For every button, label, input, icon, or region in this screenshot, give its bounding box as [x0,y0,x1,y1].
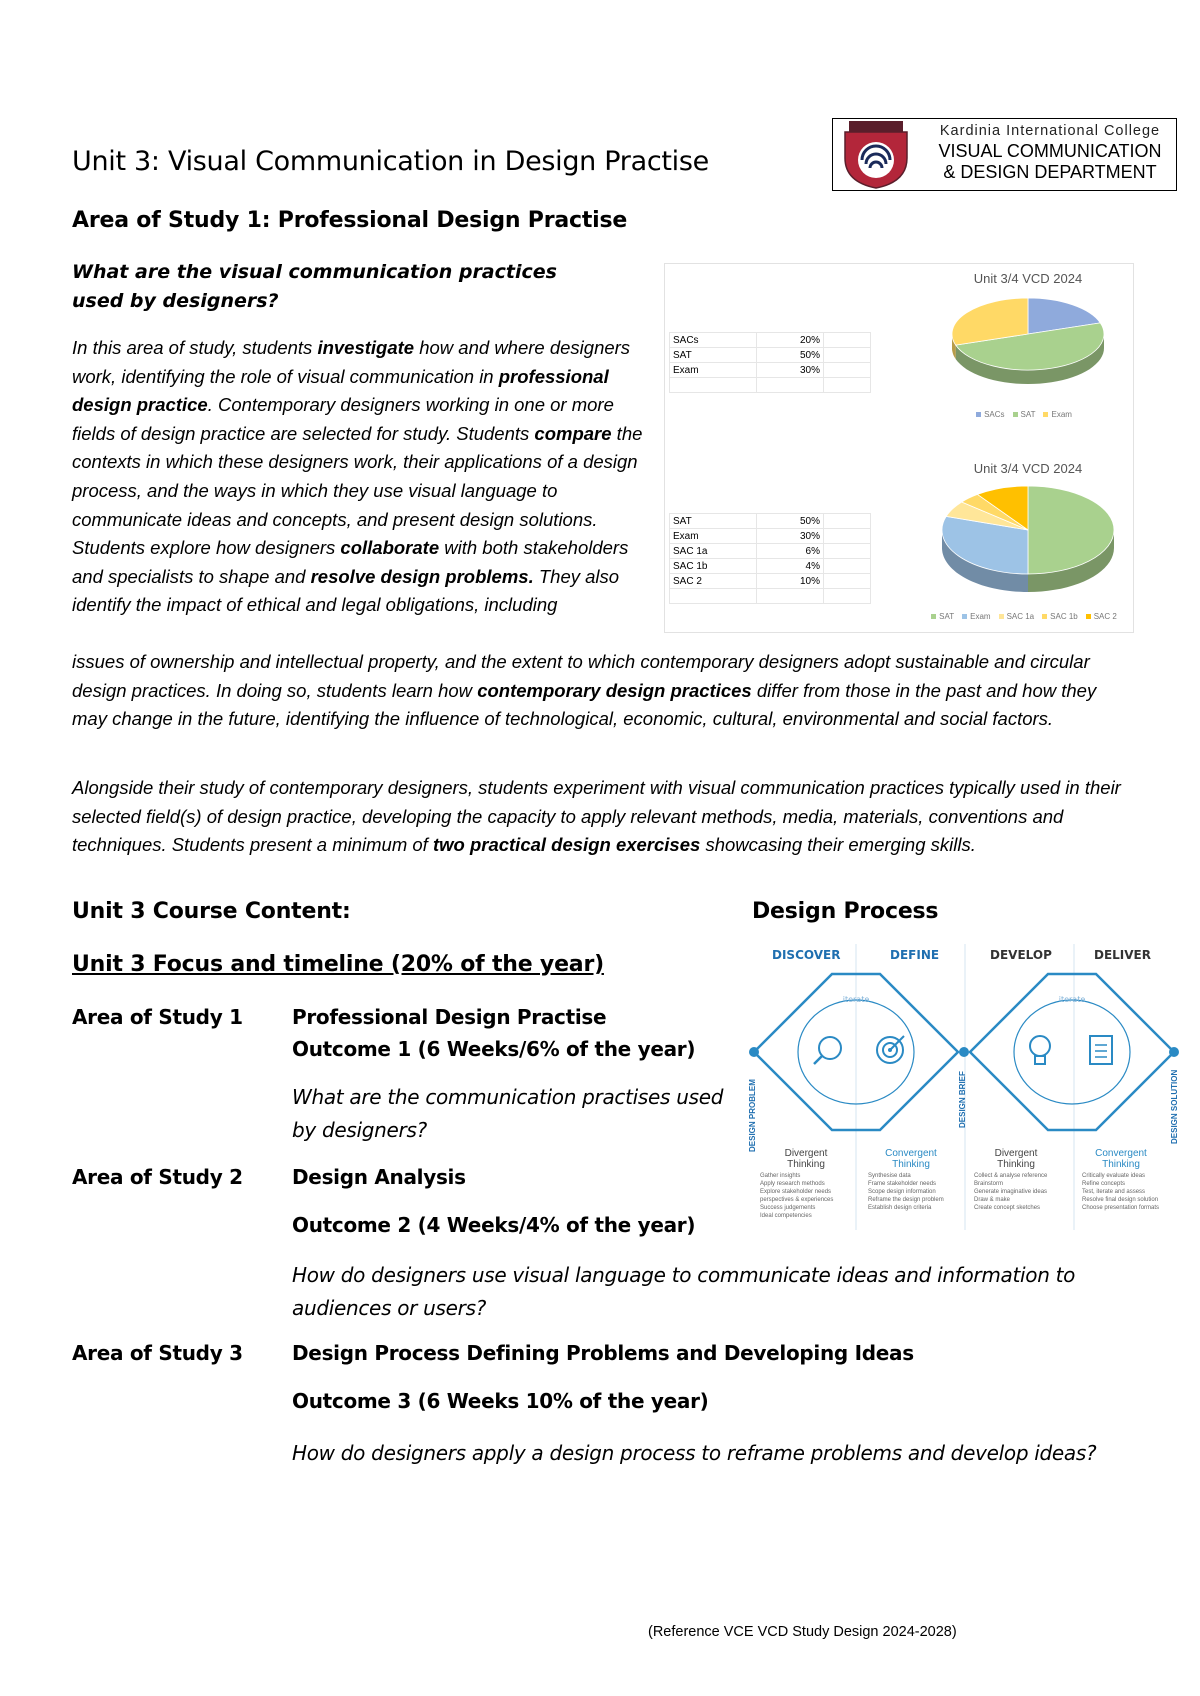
activity-item: Ideal competencies [760,1213,812,1219]
activity-item: Generate imaginative ideas [974,1189,1048,1195]
chart-1 [925,264,1131,424]
emphasis: professional design practice [72,365,609,416]
table-row [670,544,871,559]
weights-table-2 [669,513,871,604]
activity-item: Apply research methods [760,1181,825,1187]
weights-table-1 [669,332,871,393]
legend-label: Exam [1051,410,1072,419]
legend-label: SACs [984,410,1005,419]
design-problem-label: DESIGN PROBLEM [748,1079,757,1152]
chart-title: Unit 3/4 VCD 2024 [973,271,1083,286]
value-cell: 30% [757,529,824,544]
practice-paragraph: Alongside their study of contemporary designers, students experiment with visual communication practices typically used in their selected field(s) of design practice, developing the capacity to apply relevant methods, media, materials, conventions and techniques. Students present a minimum of two practical design exercises showcasing their emerging skills. [72,777,1121,856]
iterate-label: iterate [1058,995,1086,1004]
emphasis: contemporary design practices [477,679,752,701]
activity-list-develop [974,1172,1066,1212]
activity-item: Reframe the design problem [868,1197,944,1203]
thinking-label-3: Divergent Thinking [994,1148,1038,1170]
activity-list-define [868,1172,960,1212]
value-cell: 10% [757,574,824,589]
area-1-label: Area of Study 1 [72,1005,243,1029]
area-3-outcome: Outcome 3 (6 Weeks 10% of the year) [292,1389,709,1413]
area-2-question: How do designers use visual language to communicate ideas and information to audiences or users? [292,1263,1076,1320]
legend-item [999,612,1035,621]
target-icon [877,1036,904,1063]
thinking-label-4: Convergent Thinking [1095,1148,1147,1170]
value-cell: 20% [757,333,824,348]
activity-item: Success judgements [760,1205,816,1211]
chart-2 [925,454,1131,630]
value-cell: 6% [757,544,824,559]
thinking-label-1: Divergent Thinking [784,1148,828,1170]
emphasis: investigate [317,337,415,358]
legend-label: SAC 2 [1093,612,1117,621]
design-brief-label: DESIGN BRIEF [958,1071,967,1128]
area-3-label: Area of Study 3 [72,1341,243,1365]
legend-label: SAT [939,612,955,621]
activity-list-deliver [1082,1172,1178,1212]
legend-label: SAC 1a [1006,612,1035,621]
magnifier-icon [814,1037,841,1064]
category-cell: SACs [670,333,757,348]
stage-define: DEFINE [890,948,940,962]
activity-item: Choose presentation formats [1082,1205,1160,1211]
table-row [670,348,871,363]
value-cell: 50% [757,514,824,529]
activity-list-discover [760,1172,852,1220]
activity-item: Resolve final design solution [1082,1197,1159,1203]
area-3-question: How do designers apply a design process to reframe problems and develop ideas? [292,1441,1097,1465]
legend-item [1042,612,1078,621]
value-cell: 30% [757,363,824,378]
legend-item [962,612,990,621]
clipboard-icon [1090,1036,1112,1064]
legend-item [1086,612,1117,621]
category-cell: SAC 1a [670,544,757,559]
activity-item: Scope design information [868,1189,936,1195]
category-cell: SAT [670,348,757,363]
pie-chart [925,290,1131,400]
activity-item: Establish design criteria [868,1205,932,1211]
area-1-outcome: Outcome 1 (6 Weeks/6% of the year) [292,1037,696,1061]
activity-item: Draw & make [974,1197,1011,1203]
area-1-name: Professional Design Practise [292,1005,607,1029]
area-1-question: What are the communication practises used by designers? [292,1085,724,1142]
legend-item [1043,410,1071,419]
activity-item: Critically evaluate ideas [1082,1173,1146,1179]
legend-swatch [1086,614,1091,619]
legend-swatch [1042,614,1047,619]
table-row [670,363,871,378]
activity-item: Frame stakeholder needs [868,1181,937,1187]
legend-swatch [976,412,981,417]
department-line-1: VISUAL COMMUNICATION [938,141,1162,161]
college-crest-icon [835,120,917,190]
table-row [670,559,871,574]
legend-label: SAT [1020,410,1036,419]
legend-item [931,612,954,621]
design-process-heading: Design Process [752,899,939,924]
table-row [670,574,871,589]
emphasis: compare [534,422,612,444]
emphasis: collaborate [340,537,440,559]
activity-item: Collect & analyse reference [974,1173,1048,1179]
intro-paragraph: In this area of study, students investigate how and where designers work, identifying the role of visual communication in professional design practice. Contemporary designers working in one or more fields of design practice are selected for study. Students compare the contexts in which these designers work, their applications of a design process, and the ways in which they use visual language to communicate ideas and concepts, and present design solutions. Students explore how designers collaborate with both stakeholders and specialists to shape and resolve design problems. They also identify the impact of ethical and legal obligations, including [72,337,643,616]
area-of-study-heading: Area of Study 1: Professional Design Practise [72,208,628,233]
stage-develop: DEVELOP [990,948,1052,962]
emphasis: resolve design problems. [310,565,534,587]
emphasis: two practical design exercises [432,834,701,856]
college-name: Kardinia International College [939,123,1161,139]
value-cell: 4% [757,559,824,574]
focus-timeline-heading: Unit 3 Focus and timeline (20% of the year) [72,952,604,977]
legend-item [976,410,1004,419]
design-process-diagram [748,944,1182,1230]
pie-chart [925,480,1131,605]
activity-item: Refine concepts [1082,1181,1126,1187]
thinking-label-2: Convergent Thinking [885,1148,937,1170]
activity-item: Brainstorm [974,1181,1004,1187]
page-title: Unit 3: Visual Communication in Design Practise [72,146,709,177]
intro-paragraph-continued: issues of ownership and intellectual property, and the extent to which contemporary designers adopt sustainable and circular design practices. In doing so, students learn how contemporary design practices differ from those in the past and how they may change in the future, identifying the influence of technological, economic, cultural, environmental and social factors. [72,651,1097,730]
lightbulb-icon [1030,1036,1050,1064]
legend-swatch [999,614,1004,619]
stage-discover: DISCOVER [772,948,841,962]
college-logo [832,118,1177,191]
area-2-outcome: Outcome 2 (4 Weeks/4% of the year) [292,1213,696,1237]
legend-label: SAC 1b [1050,612,1078,621]
chart-legend [925,612,1131,621]
chart-title: Unit 3/4 VCD 2024 [973,461,1083,476]
legend-item [1013,410,1036,419]
legend-swatch [1013,412,1018,417]
legend-swatch [1043,412,1048,417]
area-3-name: Design Process Defining Problems and Developing Ideas [292,1341,914,1365]
chart-legend [925,410,1131,419]
area-2-label: Area of Study 2 [72,1165,243,1189]
reference-note: (Reference VCE VCD Study Design 2024-2028) [648,1624,957,1640]
activity-item: Explore stakeholder needs [760,1189,832,1195]
value-cell: 50% [757,348,824,363]
table-row [670,514,871,529]
iterate-label: iterate [842,995,870,1004]
activity-item: perspectives & experiences [760,1197,834,1203]
activity-item: Test, iterate and assess [1082,1189,1146,1195]
course-content-heading: Unit 3 Course Content: [72,899,351,924]
activity-item: Create concept sketches [974,1205,1041,1211]
design-solution-label: DESIGN SOLUTION [1170,1069,1179,1144]
activity-item: Gather insights [760,1173,801,1179]
assessment-weighting-panel [664,263,1134,633]
legend-swatch [931,614,936,619]
category-cell: Exam [670,529,757,544]
guiding-question: What are the visual communication practices used by designers? [72,261,557,312]
category-cell: Exam [670,363,757,378]
table-row [670,529,871,544]
stage-deliver: DELIVER [1094,948,1151,962]
category-cell: SAC 1b [670,559,757,574]
legend-label: Exam [970,612,991,621]
activity-item: Synthesise data [868,1173,911,1179]
category-cell: SAT [670,514,757,529]
area-2-name: Design Analysis [292,1165,466,1189]
category-cell: SAC 2 [670,574,757,589]
legend-swatch [962,614,967,619]
table-row [670,333,871,348]
department-line-2: & DESIGN DEPARTMENT [943,162,1157,182]
